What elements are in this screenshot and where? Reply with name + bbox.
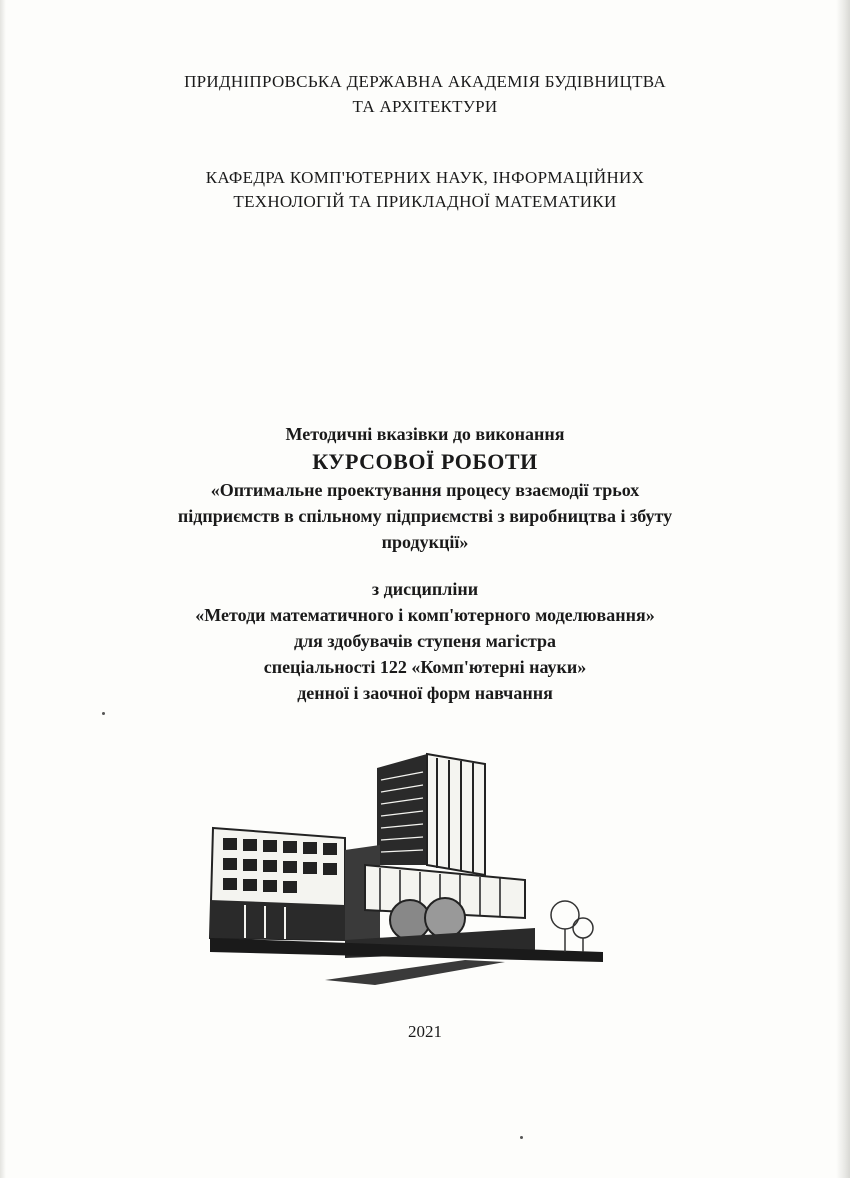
discipline-line-5: денної і заочної форм навчання [297, 683, 553, 703]
institution-line-2: ТА АРХІТЕКТУРИ [352, 97, 498, 116]
scan-speck [520, 1136, 523, 1139]
department-line-1: КАФЕДРА КОМП'ЮТЕРНИХ НАУК, ІНФОРМАЦІЙНИХ [205, 168, 645, 187]
discipline-line-4: спеціальності 122 «Комп'ютерні науки» [263, 657, 587, 677]
discipline-line-3: для здобувачів ступеня магістра [293, 631, 557, 651]
title-line-5: продукції» [381, 532, 469, 552]
publication-year: 2021 [408, 1022, 442, 1041]
academy-building-icon [205, 740, 607, 990]
title-line-1: Методичні вказівки до виконання [285, 424, 565, 444]
title-coursework-heading: КУРСОВОЇ РОБОТИ [312, 449, 538, 474]
title-line-3: «Оптимальне проектування процесу взаємодії трьох [210, 480, 640, 500]
institution-line-1: ПРИДНІПРОВСЬКА ДЕРЖАВНА АКАДЕМІЯ БУДІВНИЦТВА [184, 72, 666, 91]
department-line-2: ТЕХНОЛОГІЙ ТА ПРИКЛАДНОЇ МАТЕМАТИКИ [233, 192, 617, 211]
title-line-4: підприємств в спільному підприємстві з виробництва і збуту [177, 506, 673, 526]
scan-speck [102, 712, 105, 715]
discipline-line-1: з дисципліни [371, 579, 479, 599]
discipline-line-2: «Методи математичного і комп'ютерного моделювання» [195, 605, 655, 625]
